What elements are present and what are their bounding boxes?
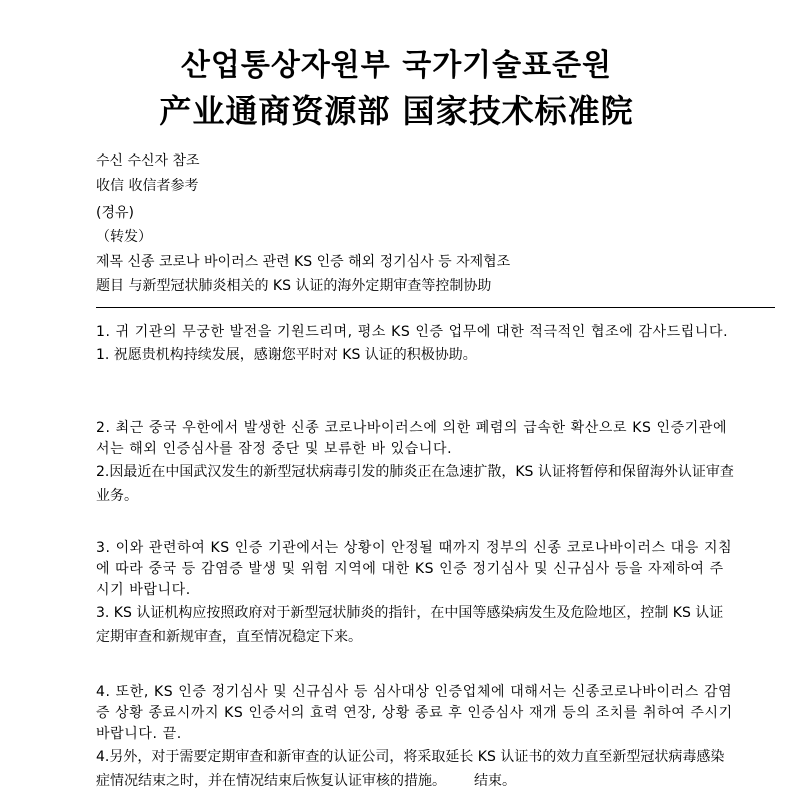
recipient-chinese: 收信 收信者参考 xyxy=(96,178,199,194)
paragraph-3 xyxy=(96,538,736,649)
paragraph-4 xyxy=(96,682,736,793)
document-title-chinese: 产业通商资源部 国家技术标准院 xyxy=(159,92,634,130)
via-chinese: （转发） xyxy=(96,229,152,245)
paragraph-1-chinese: 1. 祝愿贵机构持续发展，感谢您平时对 KS 认证的积极协助。 xyxy=(96,347,477,363)
paragraph-3-chinese: 3. KS 认证机构应按照政府对于新型冠状肺炎的指针，在中国等感染病发生及危险地区，控制 KS 认证定期审查和新规审查，直至情况稳定下来。 xyxy=(96,605,724,645)
paragraph-4-korean: 4. 또한, KS 인증 정기심사 및 신규심사 등 심사대상 인증업체에 대해서는 신종코로나바이러스 감염증 상황 종료시까지 KS 인증서의 효력 연장, 상황 종료 후 인증심사 재개 등의 조치를 취하여 주시기 바랍니다. 끝. xyxy=(96,684,733,742)
end-mark: 结束。 xyxy=(474,773,516,789)
recipient-korean: 수신 수신자 참조 xyxy=(96,153,200,169)
paragraph-2-korean: 2. 최근 중국 우한에서 발생한 신종 코로나바이러스에 의한 폐렴의 급속한 확산으로 KS 인증기관에서는 해외 인증심사를 잠정 중단 및 보류한 바 있습니다. xyxy=(96,420,728,457)
via-korean: (경유) xyxy=(96,205,134,221)
subject-chinese: 题目 与新型冠状肺炎相关的 KS 认证的海外定期审查等控制协助 xyxy=(96,278,492,294)
paragraph-1-korean: 1. 귀 기관의 무궁한 발전을 기원드리며, 평소 KS 인증 업무에 대한 적극적인 협조에 감사드립니다. xyxy=(96,324,729,340)
header-divider xyxy=(96,307,775,308)
paragraph-2 xyxy=(96,418,736,508)
paragraph-2-chinese: 2.因最近在中国武汉发生的新型冠状病毒引发的肺炎正在急速扩散，KS 认证将暂停和保留海外认证审查业务。 xyxy=(96,464,734,504)
document-title-korean: 산업통상자원부 국가기술표준원 xyxy=(180,48,613,83)
paragraph-4-chinese-text: 4.另外，对于需要定期审查和新审查的认证公司，将采取延长 KS 认证书的效力直至新型冠状病毒感染症情况结束之时，并在情况结束后恢复认证审核的措施。 xyxy=(96,749,725,789)
paragraph-4-chinese xyxy=(96,745,736,793)
subject-korean: 제목 신종 코로나 바이러스 관련 KS 인증 해외 정기심사 등 자제협조 xyxy=(96,254,511,270)
paragraph-3-korean: 3. 이와 관련하여 KS 인증 기관에서는 상황이 안정될 때까지 정부의 신종 코로나바이러스 대응 지침에 따라 중국 등 감염증 발생 및 위험 지역에 대한 KS 인증 정기심사 및 신규심사 등을 자제하여 주시기 바랍니다. xyxy=(96,540,733,598)
paragraph-1 xyxy=(96,322,736,367)
